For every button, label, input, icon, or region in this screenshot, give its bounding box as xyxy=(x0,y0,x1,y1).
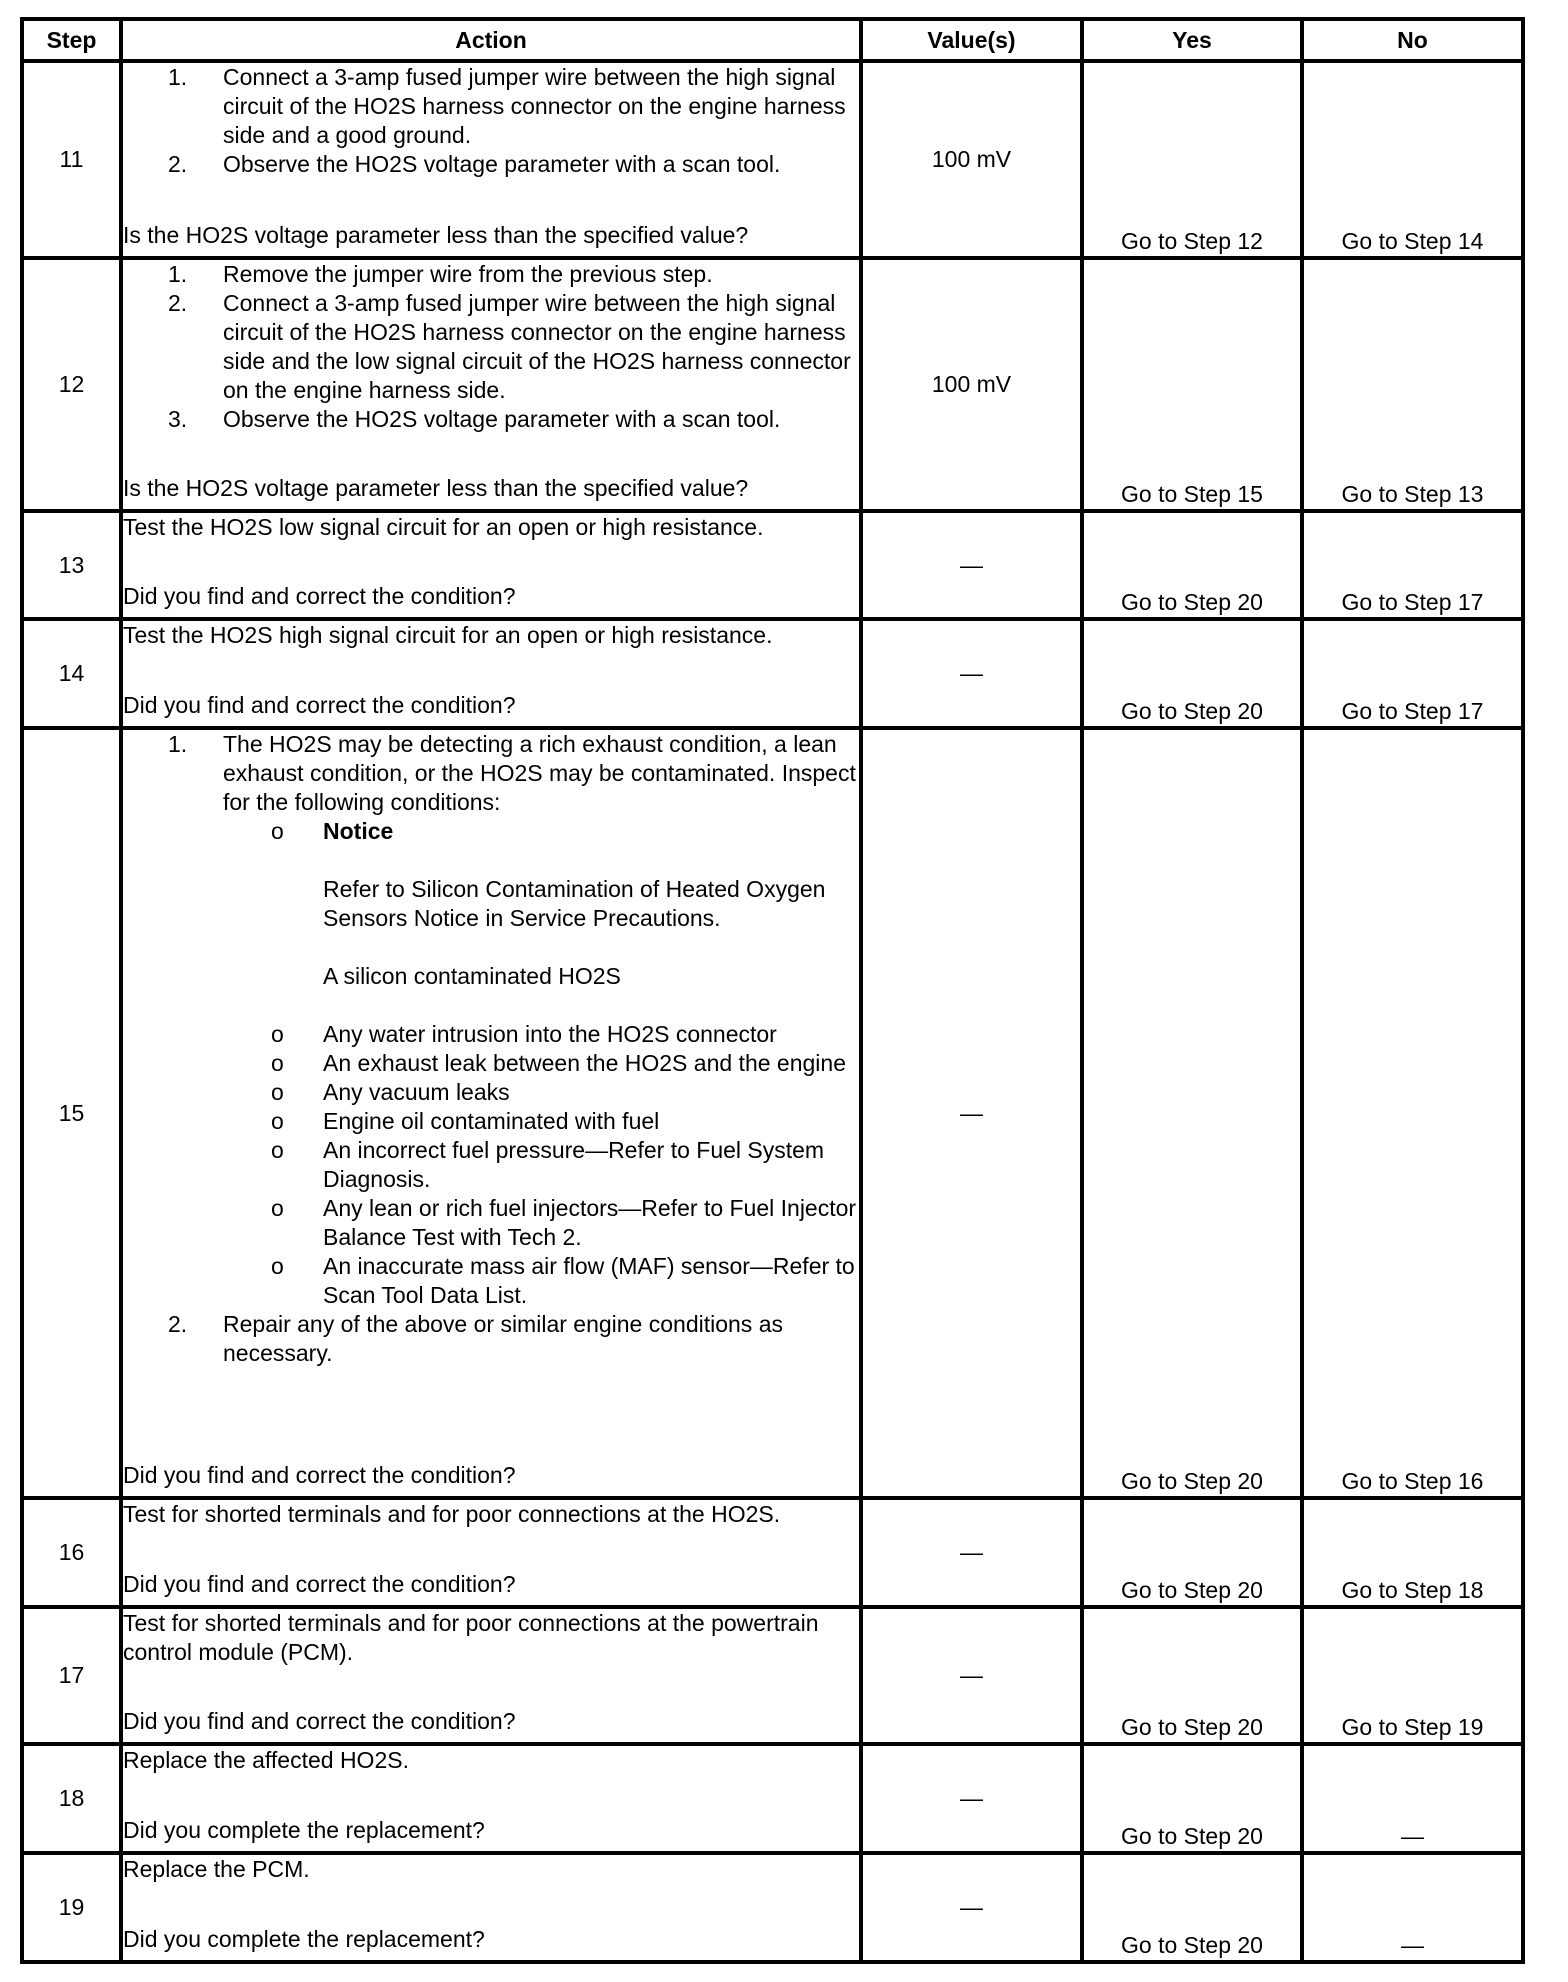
action-cell xyxy=(121,258,861,511)
value-cell: — xyxy=(861,1744,1082,1853)
step-number: 19 xyxy=(22,1853,121,1962)
question-text: Did you find and correct the condition? xyxy=(123,583,516,609)
table-row-step-12 xyxy=(22,258,1523,511)
list-item: o An incorrect fuel pressure—Refer to Fuel System Diagnosis. xyxy=(271,1137,825,1192)
question-text: Did you find and correct the condition? xyxy=(123,1462,516,1488)
question-text: Did you find and correct the condition? xyxy=(123,692,516,718)
header-step: Step xyxy=(22,19,121,61)
notice-item-text: A silicon contaminated HO2S xyxy=(323,963,621,989)
action-step: 2. Observe the HO2S voltage parameter with a scan tool. xyxy=(168,151,781,177)
action-text: Replace the affected HO2S. xyxy=(123,1747,409,1773)
action-steps xyxy=(123,730,859,1368)
action-text: Replace the PCM. xyxy=(123,1856,310,1882)
list-item: o An exhaust leak between the HO2S and the engine xyxy=(271,1050,846,1076)
no-link[interactable]: Go to Step 17 xyxy=(1302,511,1523,619)
notice-item: o Notice Refer to Silicon Contamination of Heated Oxygen Sensors Notice in Service Precautions. A silicon contaminated HO2S xyxy=(223,817,859,991)
question-text: Did you find and correct the condition? xyxy=(123,1571,516,1597)
notice-text: Refer to Silicon Contamination of Heated Oxygen Sensors Notice in Service Precautions. xyxy=(323,876,826,931)
step-number: 16 xyxy=(22,1498,121,1607)
question-text: Did you complete the replacement? xyxy=(123,1817,485,1843)
action-cell xyxy=(121,1498,861,1607)
value-cell: 100 mV xyxy=(861,258,1082,511)
no-link[interactable]: Go to Step 17 xyxy=(1302,619,1523,728)
step-number: 18 xyxy=(22,1744,121,1853)
table-row-step-15 xyxy=(22,728,1523,1498)
action-cell xyxy=(121,511,861,619)
action-steps xyxy=(123,260,859,434)
yes-link[interactable]: Go to Step 20 xyxy=(1082,1853,1302,1962)
yes-link[interactable]: Go to Step 20 xyxy=(1082,728,1302,1498)
no-link[interactable]: Go to Step 19 xyxy=(1302,1607,1523,1744)
value-cell: — xyxy=(861,619,1082,728)
yes-link[interactable]: Go to Step 20 xyxy=(1082,1744,1302,1853)
table-row-step-19 xyxy=(22,1853,1523,1962)
no-link[interactable]: Go to Step 14 xyxy=(1302,61,1523,258)
value-cell: — xyxy=(861,1498,1082,1607)
header-yes: Yes xyxy=(1082,19,1302,61)
list-item: o Any vacuum leaks xyxy=(271,1079,510,1105)
table-row-step-18 xyxy=(22,1744,1523,1853)
action-text: Test the HO2S high signal circuit for an open or high resistance. xyxy=(123,622,773,648)
action-step: 1. Remove the jumper wire from the previous step. xyxy=(168,261,713,287)
step-number: 12 xyxy=(22,258,121,511)
list-item: o Engine oil contaminated with fuel xyxy=(271,1108,660,1134)
action-step: 2. Repair any of the above or similar engine conditions as necessary. xyxy=(168,1311,783,1366)
notice-title: Notice xyxy=(323,818,394,844)
no-link[interactable]: Go to Step 13 xyxy=(1302,258,1523,511)
no-link[interactable]: Go to Step 18 xyxy=(1302,1498,1523,1607)
action-cell xyxy=(121,728,861,1498)
action-step: 1. The HO2S may be detecting a rich exhaust condition, a lean exhaust condition, or the HO2S may be contaminated. Inspect for the following conditions: o Notice Refer to Silicon Contamination of Heated Oxygen Sensors Notice in Service Precautions. A silicon contaminated HO2S o Any water intrusion into the HO2S connector o An exhaust leak between the HO2S and the engine o Any vacuum leaks o Engine oil contaminated with fuel o An incorrect fuel pressure—Refer to Fuel System Diagnosis. o Any lean or rich fuel injectors—Refer to Fuel Injector Balance Test with Tech 2. o An inaccurate mass air flow (MAF) sensor—Refer to Scan Tool Data List. xyxy=(123,730,859,1310)
step-number: 15 xyxy=(22,728,121,1498)
list-item: o Any water intrusion into the HO2S connector xyxy=(271,1021,777,1047)
diagnostic-table xyxy=(20,17,1525,1964)
table-row-step-17 xyxy=(22,1607,1523,1744)
step-number: 13 xyxy=(22,511,121,619)
action-step: 1. Connect a 3-amp fused jumper wire between the high signal circuit of the HO2S harness connector on the engine harness side and a good ground. xyxy=(168,64,846,148)
yes-link[interactable]: Go to Step 20 xyxy=(1082,1607,1302,1744)
header-no: No xyxy=(1302,19,1523,61)
table-row-step-14 xyxy=(22,619,1523,728)
question-text: Did you find and correct the condition? xyxy=(123,1708,516,1734)
header-row xyxy=(22,19,1523,61)
question-text: Is the HO2S voltage parameter less than the specified value? xyxy=(123,222,749,248)
step-number: 11 xyxy=(22,61,121,258)
value-cell: — xyxy=(861,511,1082,619)
value-cell: — xyxy=(861,728,1082,1498)
table-row-step-16 xyxy=(22,1498,1523,1607)
value-cell: — xyxy=(861,1607,1082,1744)
action-text: Test for shorted terminals and for poor connections at the HO2S. xyxy=(123,1501,781,1527)
yes-link[interactable]: Go to Step 20 xyxy=(1082,1498,1302,1607)
action-cell xyxy=(121,1744,861,1853)
action-steps xyxy=(123,63,859,179)
header-values: Value(s) xyxy=(861,19,1082,61)
action-text: Test for shorted terminals and for poor connections at the powertrain control module (PCM). xyxy=(123,1610,819,1665)
action-step: 2. Connect a 3-amp fused jumper wire between the high signal circuit of the HO2S harness connector on the engine harness side and the low signal circuit of the HO2S harness connector on the engine harness side. xyxy=(168,290,851,403)
yes-link[interactable]: Go to Step 20 xyxy=(1082,619,1302,728)
list-item: o An inaccurate mass air flow (MAF) sensor—Refer to Scan Tool Data List. xyxy=(271,1253,855,1308)
action-step: 3. Observe the HO2S voltage parameter with a scan tool. xyxy=(168,406,781,432)
table-row-step-13 xyxy=(22,511,1523,619)
no-value: — xyxy=(1302,1744,1523,1853)
step-number: 17 xyxy=(22,1607,121,1744)
value-cell: — xyxy=(861,1853,1082,1962)
yes-link[interactable]: Go to Step 15 xyxy=(1082,258,1302,511)
question-text: Did you complete the replacement? xyxy=(123,1926,485,1952)
no-link[interactable]: Go to Step 16 xyxy=(1302,728,1523,1498)
value-cell: 100 mV xyxy=(861,61,1082,258)
action-cell xyxy=(121,61,861,258)
yes-link[interactable]: Go to Step 20 xyxy=(1082,511,1302,619)
list-item: o Any lean or rich fuel injectors—Refer to Fuel Injector Balance Test with Tech 2. xyxy=(271,1195,857,1250)
step-number: 14 xyxy=(22,619,121,728)
action-cell xyxy=(121,1853,861,1962)
table-row-step-11 xyxy=(22,61,1523,258)
no-value: — xyxy=(1302,1853,1523,1962)
condition-list xyxy=(223,817,859,1310)
yes-link[interactable]: Go to Step 12 xyxy=(1082,61,1302,258)
action-text: Test the HO2S low signal circuit for an open or high resistance. xyxy=(123,514,764,540)
header-action: Action xyxy=(121,19,861,61)
action-cell xyxy=(121,1607,861,1744)
action-cell xyxy=(121,619,861,728)
question-text: Is the HO2S voltage parameter less than the specified value? xyxy=(123,475,749,501)
